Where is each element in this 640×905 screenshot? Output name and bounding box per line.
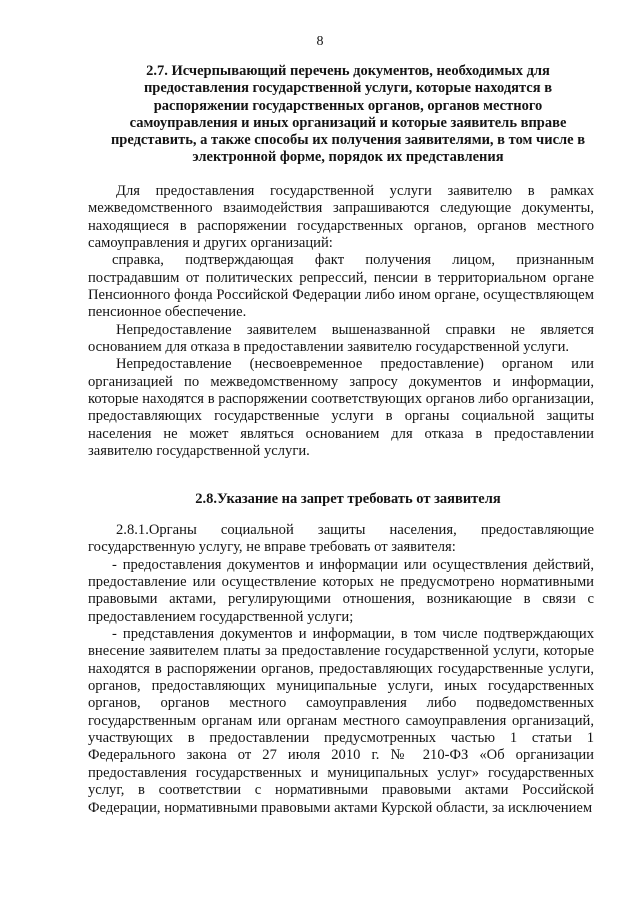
page-number: 8 [316,34,324,49]
section-2-8-heading: 2.8.Указание на запрет требовать от заявителя [195,491,501,507]
section-2-7-heading: 2.7. Исчерпывающий перечень документов, необходимых для предоставления государственной услуги, которые находятся в распоряжении государственных органов, органов местного самоуправления и иных организаций и которые заявитель вправе представить, а также способы их получения заявителями, в том числе в электронной форме, порядок их представления [110,63,586,166]
list-item-prohibited-documents: - предоставления документов и информации или осуществления действий, предоставление или осуществление которых не предусмотрено нормативными правовыми актами, регулирующими отношения, возникающие в связи с предоставлением государственной услуги; [88,556,594,625]
list-item-prohibited-information: - представления документов и информации, в том числе подтверждающих внесение заявителем платы за предоставление государственной услуги, которые находятся в распоряжении органов, предоставляющих государственные услуги, органов, предоставляющих муниципальные услуги, иных государственных органов, органов местного самоуправления либо подведомственных государственным органам или органам местного самоуправления организаций, участвующих в предоставлении предусмотренных частью 1 статьи 1 Федерального закона от 27 июля 2010 г. № 210-ФЗ «Об организации предоставления государственных и муниципальных услуг» государственных услуг, в соответствии с нормативными правовыми актами Российской Федерации, нормативными правовыми актами Курской области, за исключением [88,626,594,816]
paragraph-non-submission-agency: Непредоставление (несвоевременное предоставление) органом или организацией по межведомственному запросу документов и информации, которые находятся в распоряжении соответствующих органов либо организации, предоставляющих государственные услуги в органы социальной защиты населения не может являться основанием для отказа в предоставлении заявителю государственной услуги. [88,356,594,460]
paragraph-non-submission-applicant: Непредоставление заявителем вышеназванной справки не является основанием для отказа в предоставлении заявителю государственной услуги. [88,321,594,356]
paragraph-2-8-1: 2.8.1.Органы социальной защиты населения, предоставляющие государственную услугу, не вправе требовать от заявителя: [88,522,594,556]
section-2-8-body [88,522,594,817]
paragraph-documents-requested: Для предоставления государственной услуги заявителю в рамках межведомственного взаимодействия запрашиваются следующие документы, находящиеся в распоряжении государственных органов, органов местного самоуправления и других организаций: [88,183,594,252]
section-2-7-body [88,183,594,461]
paragraph-pension-certificate: справка, подтверждающая факт получения лицом, признанным пострадавшим от политических репрессий, пенсии в территориальном органе Пенсионного фонда Российской Федерации либо ином органе, осуществляющем пенсионное обеспечение. [88,252,594,321]
